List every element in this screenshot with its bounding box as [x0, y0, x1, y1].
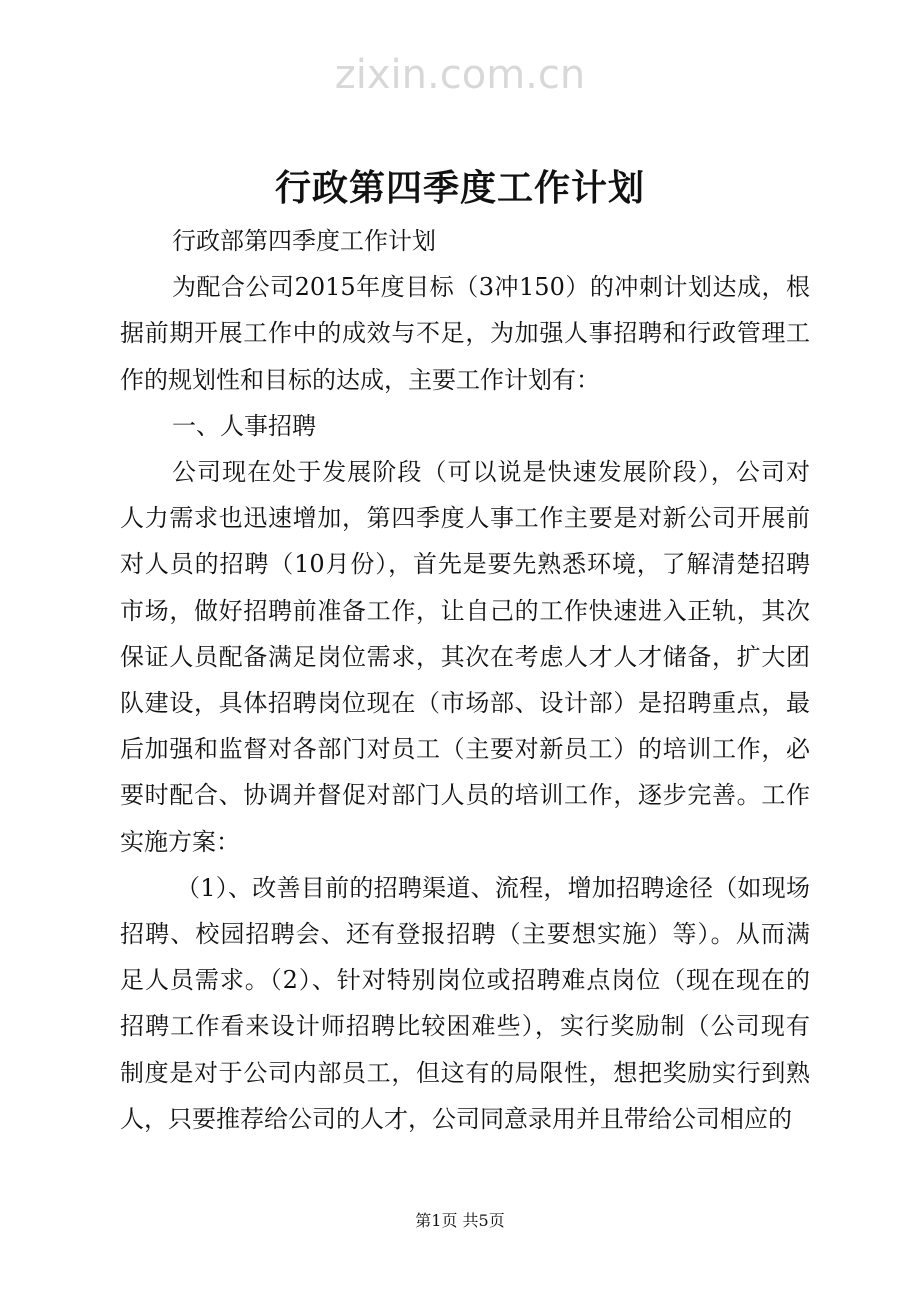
text-line: 一、人事招聘 [172, 411, 316, 440]
text-line: 据前期开展工作中的成效与不足，为加强人事招聘和行政管理工 [120, 319, 810, 348]
text-line: 公司现在处于发展阶段（可以说是快速发展阶段），公司对 [172, 458, 810, 486]
text-line: 制度是对于公司内部员工，但这有的局限性，想把奖励实行到熟 [120, 1058, 810, 1087]
text-line: 人力需求也迅速增加，第四季度人事工作主要是对新公司开展前 [120, 504, 810, 533]
text-line: 招聘、校园招聘会、还有登报招聘（主要想实施）等）。从而满 [120, 920, 810, 948]
page-footer: 第1页 共5页 [415, 1211, 505, 1230]
text-line: 要时配合、协调并督促对部门人员的培训工作，逐步完善。工作 [120, 781, 810, 810]
text-line: 队建设，具体招聘岗位现在（市场部、设计部）是招聘重点，最 [120, 689, 810, 717]
watermark: zixin.com.cn [334, 52, 586, 98]
text-line: 对人员的招聘（10月份），首先是要先熟悉环境，了解清楚招聘 [120, 550, 810, 579]
text-line: 作的规划性和目标的达成，主要工作计划有： [120, 365, 600, 394]
document-title: 行政第四季度工作计划 [274, 167, 645, 209]
text-line: （1）、改善目前的招聘渠道、流程，增加招聘途径（如现场 [176, 873, 810, 902]
text-line: 市场，做好招聘前准备工作，让自己的工作快速进入正轨，其次 [120, 596, 810, 625]
text-line: 招聘工作看来设计师招聘比较困难些），实行奖励制（公司现有 [120, 1012, 810, 1041]
text-line: 行政部第四季度工作计划 [172, 227, 436, 255]
text-line: 人，只要推荐给公司的人才，公司同意录用并且带给公司相应的 [120, 1104, 792, 1133]
text-line: 足人员需求。（2）、针对特别岗位或招聘难点岗位（现在现在的 [120, 966, 810, 995]
text-line: 实施方案： [120, 827, 240, 856]
text-line: 为配合公司2015年度目标（3冲150）的冲刺计划达成，根 [172, 273, 810, 302]
text-line: 后加强和监督对各部门对员工（主要对新员工）的培训工作，必 [120, 735, 810, 764]
text-line: 保证人员配备满足岗位需求，其次在考虑人才人才储备，扩大团 [120, 642, 810, 671]
